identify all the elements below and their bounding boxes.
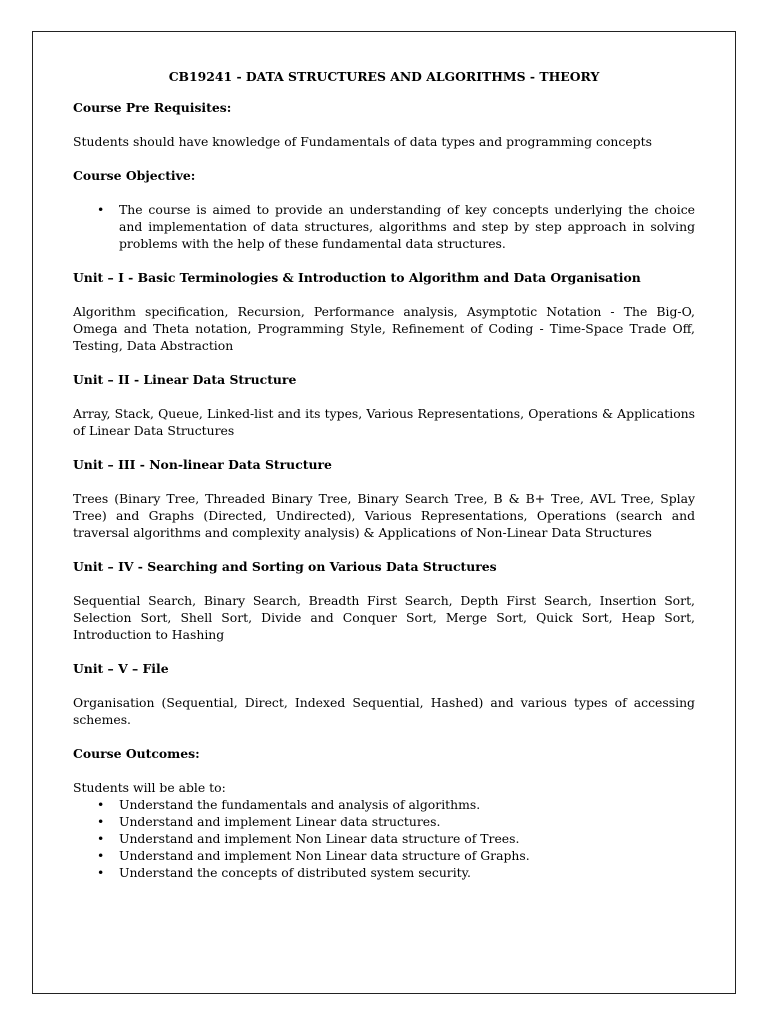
prerequisites-text: Students should have knowledge of Fundamentals of data types and programming concepts [73, 134, 652, 149]
outcome-item-text: Understand and implement Non Linear data structure of Graphs. [119, 848, 530, 863]
bullet-icon: • [97, 202, 105, 217]
outcome-item [73, 864, 695, 881]
unit-2-heading: Unit – II - Linear Data Structure [73, 372, 297, 387]
outcomes-list [73, 796, 695, 881]
bullet-icon: • [97, 848, 105, 863]
unit-1-text: Algorithm specification, Recursion, Performance analysis, Asymptotic Notation - The Big-O, Omega and Theta notation, Programming Style, Refinement of Coding - Time-Space Trade Off, Testing, Data Abstraction [73, 304, 695, 353]
objective-item-text: The course is aimed to provide an understanding of key concepts underlying the choice and implementation of data structures, algorithms and step by step approach in solving problems with the help of these fundamental data structures. [119, 202, 695, 251]
outcome-item-text: Understand and implement Non Linear data structure of Trees. [119, 831, 520, 846]
bullet-icon: • [97, 814, 105, 829]
objective-item [73, 201, 695, 252]
unit-5-heading: Unit – V – File [73, 661, 169, 676]
syllabus-document [73, 68, 695, 881]
unit-4-heading: Unit – IV - Searching and Sorting on Various Data Structures [73, 559, 497, 574]
outcome-item [73, 847, 695, 864]
unit-3-text: Trees (Binary Tree, Threaded Binary Tree, Binary Search Tree, B & B+ Tree, AVL Tree, Splay Tree) and Graphs (Directed, Undirected), Various Representations, Operations (search and traversal algorithms and complexity analysis) & Applications of Non-Linear Data Structures [73, 491, 695, 540]
prerequisites-heading: Course Pre Requisites: [73, 100, 232, 115]
outcomes-lead: Students will be able to: [73, 780, 226, 795]
bullet-icon: • [97, 831, 105, 846]
outcomes-heading: Course Outcomes: [73, 746, 200, 761]
bullet-icon: • [97, 865, 105, 880]
outcome-item [73, 830, 695, 847]
course-title: CB19241 - DATA STRUCTURES AND ALGORITHMS - THEORY [168, 69, 600, 84]
outcome-item-text: Understand the concepts of distributed system security. [119, 865, 471, 880]
unit-5-text: Organisation (Sequential, Direct, Indexed Sequential, Hashed) and various types of accessing schemes. [73, 695, 695, 727]
unit-3-heading: Unit – III - Non-linear Data Structure [73, 457, 332, 472]
unit-1-heading: Unit – I - Basic Terminologies & Introduction to Algorithm and Data Organisation [73, 270, 641, 285]
outcome-item-text: Understand and implement Linear data structures. [119, 814, 441, 829]
objective-heading: Course Objective: [73, 168, 196, 183]
unit-2-text: Array, Stack, Queue, Linked-list and its types, Various Representations, Operations & Applications of Linear Data Structures [73, 406, 695, 438]
objective-list [73, 201, 695, 252]
bullet-icon: • [97, 797, 105, 812]
outcome-item-text: Understand the fundamentals and analysis of algorithms. [119, 797, 481, 812]
unit-4-text: Sequential Search, Binary Search, Breadth First Search, Depth First Search, Insertion Sort, Selection Sort, Shell Sort, Divide and Conquer Sort, Merge Sort, Quick Sort, Heap Sort, Introduction to Hashing [73, 593, 695, 642]
outcome-item [73, 796, 695, 813]
outcome-item [73, 813, 695, 830]
